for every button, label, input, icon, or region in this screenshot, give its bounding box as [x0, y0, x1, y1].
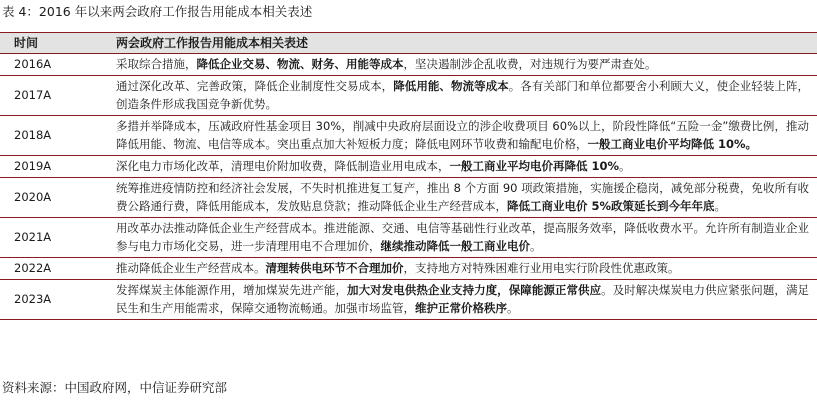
- year-cell: 2016A: [0, 54, 112, 76]
- table-row: [0, 177, 817, 217]
- year-cell: 2018A: [0, 115, 112, 155]
- table-body: [0, 54, 817, 320]
- year-cell: 2019A: [0, 155, 112, 177]
- table-row: [0, 279, 817, 319]
- table-row: [0, 257, 817, 279]
- policy-table: [0, 32, 817, 320]
- description-text: 。各有关部门和单位都要舍小利顾大义，使企业轻装上阵，创造条件形成我国竞争新优势。: [116, 78, 810, 112]
- emphasized-text: 降低用能、物流等成本: [393, 78, 509, 93]
- year-cell: 2021A: [0, 217, 112, 257]
- description-text: 。: [530, 239, 542, 254]
- description-text: 统筹推进疫情防控和经济社会发展，不失时机推进复工复产，推出 8 个方面 90 项政策措施，实施援企稳岗，减免部分税费，免收所有收费公路通行费，降低用能成本，发放贴息贷款；推动降低企业生产经营成本，: [116, 180, 809, 214]
- table-row: [0, 75, 817, 115]
- description-text: 用改革办法推动降低企业生产经营成本。推进能源、交通、电信等基础性行业改革，提高服务效率，降低收费水平。允许所有制造业企业参与电力市场化交易，进一步清理用电不合理加价，: [116, 220, 809, 254]
- year-cell: 2020A: [0, 177, 112, 217]
- description-cell: [112, 279, 817, 319]
- description-text: 。及时解决煤炭电力供应紧张问题，满足民生和生产用能需求，保障交通物流畅通。加强市场监管，: [116, 282, 810, 316]
- table-row: [0, 115, 817, 155]
- description-text: 。: [619, 158, 631, 173]
- description-text: 推动降低企业生产经营成本。: [116, 260, 266, 275]
- description-text: 。: [714, 199, 727, 214]
- description-text: ，支持地方对特殊困难行业用电实行阶段性优惠政策。: [403, 260, 680, 275]
- year-cell: 2017A: [0, 75, 112, 115]
- description-text: 发挥煤炭主体能源作用，增加煤炭先进产能，: [116, 282, 348, 297]
- emphasized-text: 一般工商业电价平均降低 10%。: [587, 137, 758, 152]
- year-cell: 2022A: [0, 257, 112, 279]
- description-cell: [112, 115, 817, 155]
- emphasized-text: 降低工商业电价 5%政策延长到今年年底: [507, 199, 715, 214]
- header-time: 时间: [0, 33, 112, 54]
- emphasized-text: 降低企业交易、物流、财务、用能等成本: [196, 57, 404, 71]
- description-cell: [112, 54, 817, 76]
- year-cell: 2023A: [0, 279, 112, 319]
- description-cell: [112, 257, 817, 279]
- description-text: ，坚决遏制涉企乱收费，对违规行为要严肃查处。: [403, 57, 657, 71]
- description-cell: [112, 75, 817, 115]
- emphasized-text: 清理转供电环节不合理加价: [265, 260, 404, 275]
- header-description: 两会政府工作报告用能成本相关表述: [112, 33, 817, 54]
- source-note: 资料来源：中国政府网，中信证券研究部: [2, 380, 228, 395]
- description-text: 深化电力市场化改革，清理电价附加收费，降低制造业用电成本，: [116, 158, 450, 173]
- table-row: [0, 155, 817, 177]
- description-text: 多措并举降成本，压减政府性基金项目 30%，削减中央政府层面设立的涉企收费项目 60%以上，阶段性降低“五险一金”缴费比例，推动降低用能、物流、电信等成本。突出重点加大补短板力度；降低电网环节收费和输配电价格，: [116, 118, 809, 152]
- description-cell: [112, 217, 817, 257]
- table-header-row: [0, 33, 817, 54]
- emphasized-text: 维护正常价格秩序: [415, 301, 507, 316]
- table-row: [0, 217, 817, 257]
- table-caption: 表 4：2016 年以来两会政府工作报告用能成本相关表述: [2, 4, 313, 19]
- description-text: 。: [507, 301, 519, 316]
- table-row: [0, 54, 817, 76]
- description-cell: [112, 155, 817, 177]
- description-text: 通过深化改革、完善政策，降低企业制度性交易成本，: [116, 78, 394, 93]
- emphasized-text: 继续推动降低一般工商业电价: [380, 239, 530, 254]
- description-cell: [112, 177, 817, 217]
- description-text: 采取综合措施，: [116, 57, 197, 71]
- emphasized-text: 一般工商业平均电价再降低 10%: [449, 158, 620, 173]
- emphasized-text: 加大对发电供热企业支持力度，保障能源正常供应: [347, 282, 602, 297]
